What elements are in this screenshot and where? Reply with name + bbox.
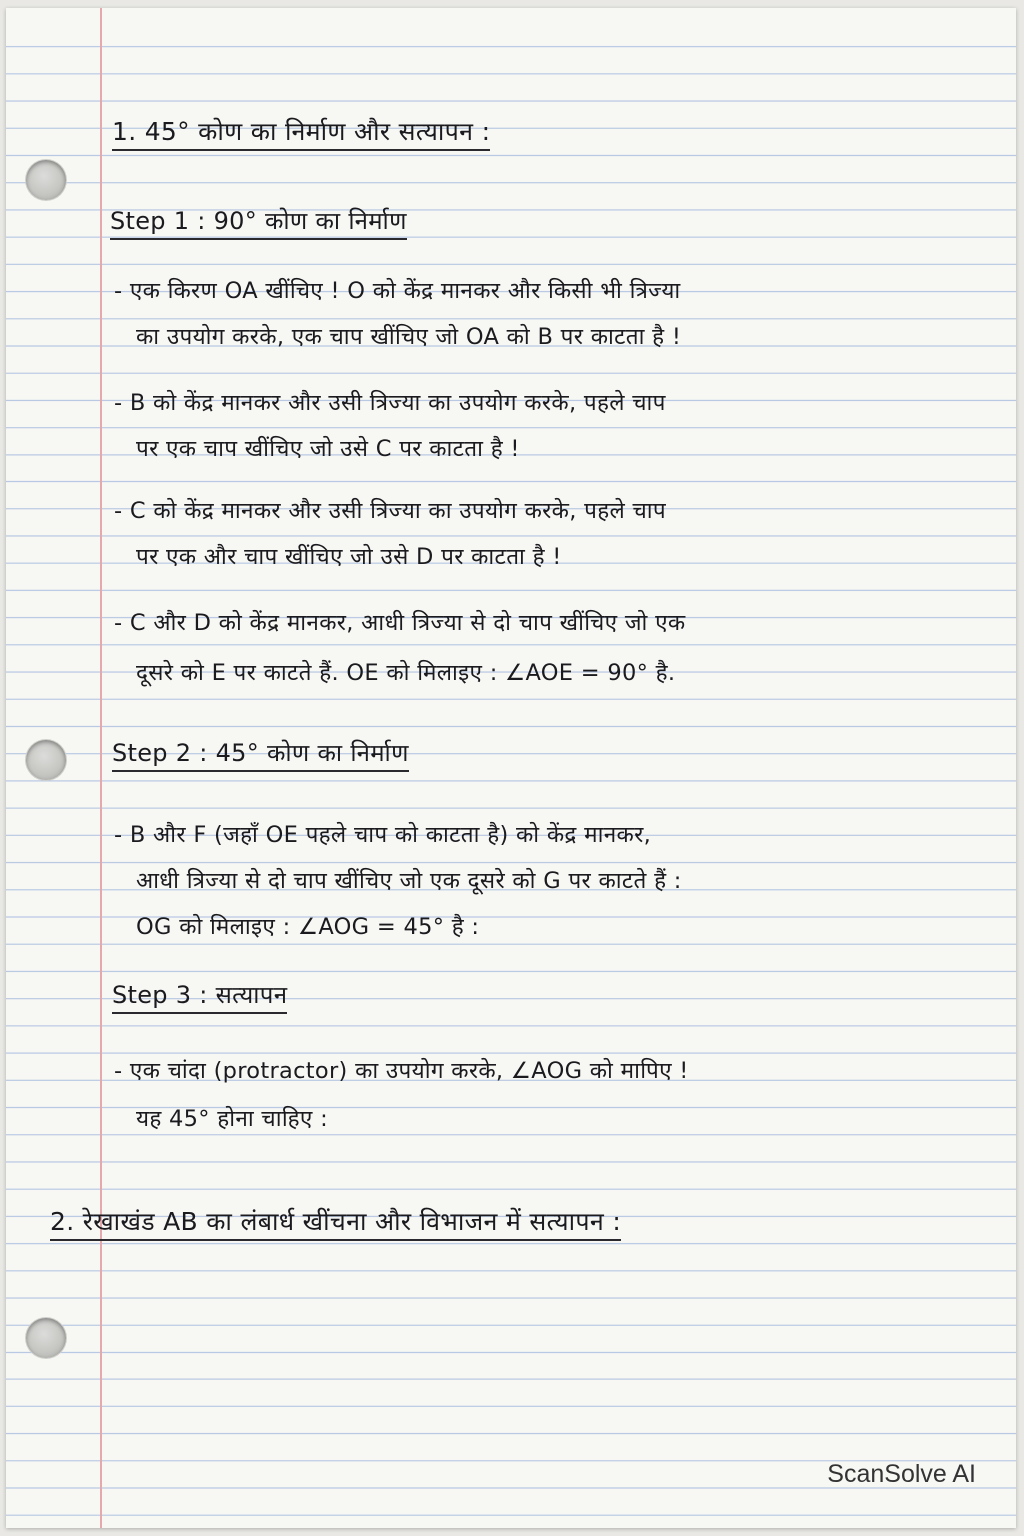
step-line: दूसरे को E पर काटते हैं. OE को मिलाइए : ∠AOE = 90° है.	[136, 660, 676, 686]
section-title: 2. रेखाखंड AB का लंबार्ध खींचना और विभाजन में सत्यापन :	[50, 1204, 621, 1238]
watermark-text: ScanSolve AI	[827, 1460, 976, 1488]
step-line: - एक किरण OA खींचिए ! O को केंद्र मानकर और किसी भी त्रिज्या	[114, 278, 681, 304]
punch-hole	[26, 160, 66, 200]
step-line: - एक चांदा (protractor) का उपयोग करके, ∠AOG को मापिए !	[114, 1058, 689, 1084]
step-line: - B और F (जहाँ OE पहले चाप को काटता है) को केंद्र मानकर,	[114, 822, 652, 848]
step-line: - B को केंद्र मानकर और उसी त्रिज्या का उपयोग करके, पहले चाप	[114, 390, 666, 416]
step-line: - C को केंद्र मानकर और उसी त्रिज्या का उपयोग करके, पहले चाप	[114, 498, 666, 524]
punch-hole	[26, 740, 66, 780]
step-heading: Step 1 : 90° कोण का निर्माण	[110, 204, 407, 237]
step-line: आधी त्रिज्या से दो चाप खींचिए जो एक दूसरे को G पर काटते हैं :	[136, 868, 682, 894]
punch-hole	[26, 1318, 66, 1358]
step-line: OG को मिलाइए : ∠AOG = 45° है :	[136, 914, 480, 940]
margin-line	[100, 8, 102, 1528]
section-title: 1. 45° कोण का निर्माण और सत्यापन :	[112, 114, 490, 148]
notebook-page	[6, 8, 1016, 1528]
step-line: का उपयोग करके, एक चाप खींचिए जो OA को B पर काटता है !	[136, 324, 682, 350]
step-line: यह 45° होना चाहिए :	[136, 1106, 328, 1132]
step-line: पर एक चाप खींचिए जो उसे C पर काटता है !	[136, 436, 520, 462]
step-heading: Step 3 : सत्यापन	[112, 978, 287, 1011]
step-line: पर एक और चाप खींचिए जो उसे D पर काटता है !	[136, 544, 562, 570]
step-heading: Step 2 : 45° कोण का निर्माण	[112, 736, 409, 769]
step-line: - C और D को केंद्र मानकर, आधी त्रिज्या से दो चाप खींचिए जो एक	[114, 610, 686, 636]
